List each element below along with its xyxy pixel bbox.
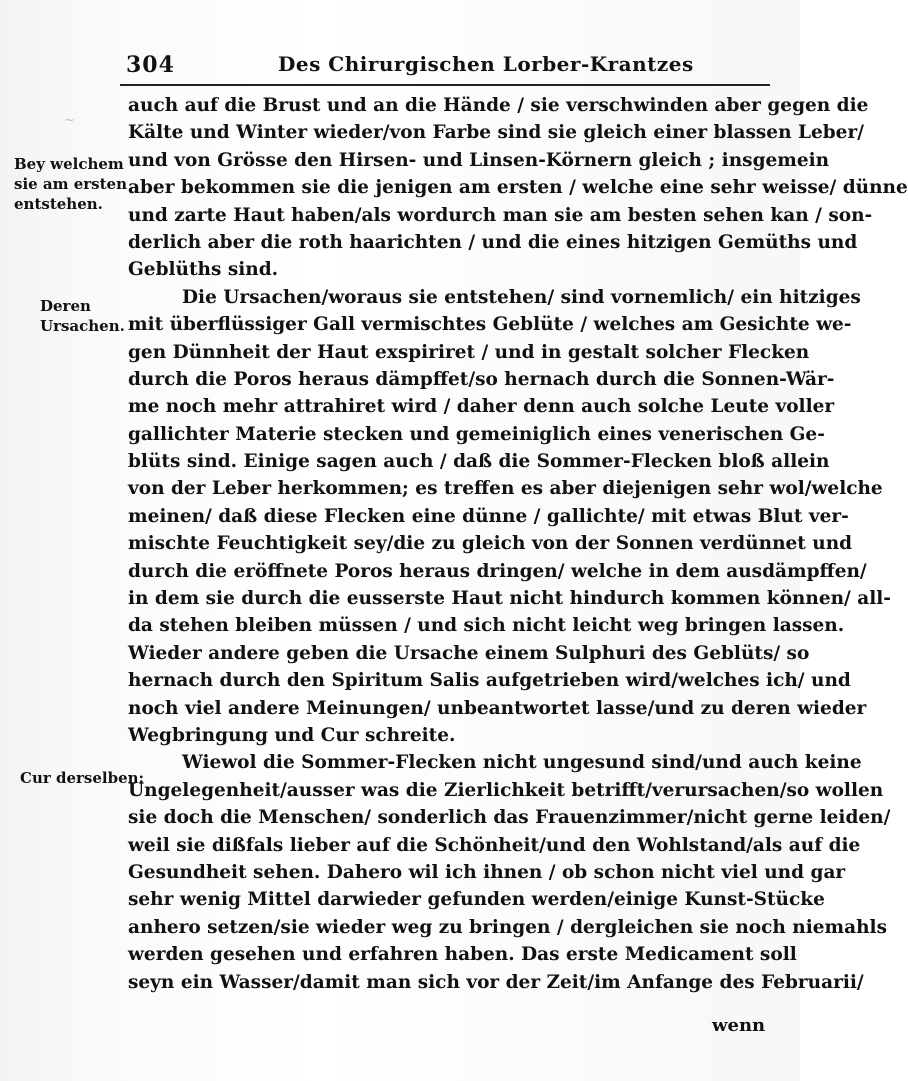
- text-line: Gesundheit sehen. Dahero wil ich ihnen / ob schon nicht viel und gar: [128, 861, 846, 883]
- page-number: 304: [126, 52, 175, 78]
- text-line: seyn ein Wasser/damit man sich vor der Zeit/im Anfange des Februarii/: [128, 971, 864, 993]
- bleed-through-mark: ~: [64, 113, 75, 128]
- text-line: sie doch die Menschen/ sonderlich das Frauenzimmer/nicht gerne leiden/: [128, 807, 891, 829]
- text-line: in dem sie durch die eusserste Haut nicht hindurch kommen können/ all-: [128, 588, 891, 610]
- text-line: auch auf die Brust und an die Hände / sie verschwinden aber gegen die: [128, 95, 869, 116]
- text-line: aber bekommen sie die jenigen am ersten / welche eine sehr weisse/ dünne: [128, 177, 908, 199]
- margin-note-cure: [20, 768, 145, 788]
- text-line: blüts sind. Einige sagen auch / daß die Sommer-Flecken bloß allein: [128, 451, 830, 473]
- margin-note-line: sie am ersten: [14, 175, 127, 193]
- text-line: hernach durch den Spiritum Salis aufgetrieben wird/welches ich/ und: [128, 670, 851, 692]
- text-line: gen Dünnheit der Haut exspiriret / und in gestalt solcher Flecken: [128, 341, 810, 363]
- margin-note-line: Cur derselben:: [20, 769, 145, 787]
- text-line: und zarte Haut haben/als wordurch man sie am besten sehen kan / son-: [128, 204, 873, 226]
- catchword: wenn: [712, 1015, 766, 1036]
- page-header: [118, 46, 783, 84]
- text-line: von der Leber herkommen; es treffen es aber diejenigen sehr wol/welche: [128, 478, 883, 500]
- text-line: Wegbringung und Cur schreite.: [128, 724, 456, 746]
- text-line: da stehen bleiben müssen / und sich nicht leicht weg bringen lassen.: [128, 615, 845, 637]
- text-line: durch die eröffnete Poros heraus dringen/ welche in dem ausdämpffen/: [128, 560, 867, 582]
- margin-note-line: Deren: [40, 297, 91, 315]
- margin-note-line: Ursachen.: [40, 317, 125, 335]
- text-line: weil sie dißfals lieber auf die Schönheit/und den Wohlstand/als auf die: [128, 834, 861, 856]
- text-line: meinen/ daß diese Flecken eine dünne / gallichte/ mit etwas Blut ver-: [128, 505, 849, 527]
- text-line: me noch mehr attrahiret wird / daher denn auch solche Leute voller: [128, 396, 835, 418]
- body-text: [128, 92, 908, 996]
- text-line: derlich aber die roth haarichten / und die eines hitzigen Gemüths und: [128, 231, 858, 253]
- text-line: durch die Poros heraus dämpffet/so hernach durch die Sonnen-Wär-: [128, 368, 835, 390]
- running-head: Des Chirurgischen Lorber-Krantzes: [278, 52, 694, 76]
- text-line: Geblüths sind.: [128, 259, 279, 281]
- text-line: sehr wenig Mittel darwieder gefunden werden/einige Kunst-Stücke: [128, 889, 825, 911]
- text-line: Wieder andere geben die Ursache einem Sulphuri des Geblüts/ so: [128, 642, 810, 664]
- text-line: mischte Feuchtigkeit sey/die zu gleich von der Sonnen verdünnet und: [128, 533, 853, 555]
- text-line: mit überflüssiger Gall vermischtes Geblüte / welches am Gesichte we-: [128, 314, 852, 336]
- text-line: werden gesehen und erfahren haben. Das erste Medicament soll: [128, 944, 797, 966]
- text-line: Kälte und Winter wieder/von Farbe sind sie gleich einer blassen Leber/: [128, 122, 864, 144]
- header-rule: [120, 84, 770, 86]
- text-line: gallichter Materie stecken und gemeiniglich eines venerischen Ge-: [128, 423, 825, 445]
- text-line: Wiewol die Sommer-Flecken nicht ungesund sind/und auch keine: [182, 752, 862, 774]
- text-line: Ungelegenheit/ausser was die Zierlichkeit betrifft/verursachen/so wollen: [128, 779, 884, 801]
- margin-note-line: entstehen.: [14, 195, 103, 213]
- text-line: Die Ursachen/woraus sie entstehen/ sind vornemlich/ ein hitziges: [182, 286, 861, 308]
- margin-note-line: Bey welchem: [14, 155, 124, 173]
- text-line: anhero setzen/sie wieder weg zu bringen / dergleichen sie noch niemahls: [128, 916, 887, 938]
- text-line: noch viel andere Meinungen/ unbeantwortet lasse/und zu deren wieder: [128, 697, 867, 719]
- margin-note-first-appearance: [14, 154, 127, 214]
- text-line: und von Grösse den Hirsen- und Linsen-Körnern gleich ; insgemein: [128, 149, 830, 171]
